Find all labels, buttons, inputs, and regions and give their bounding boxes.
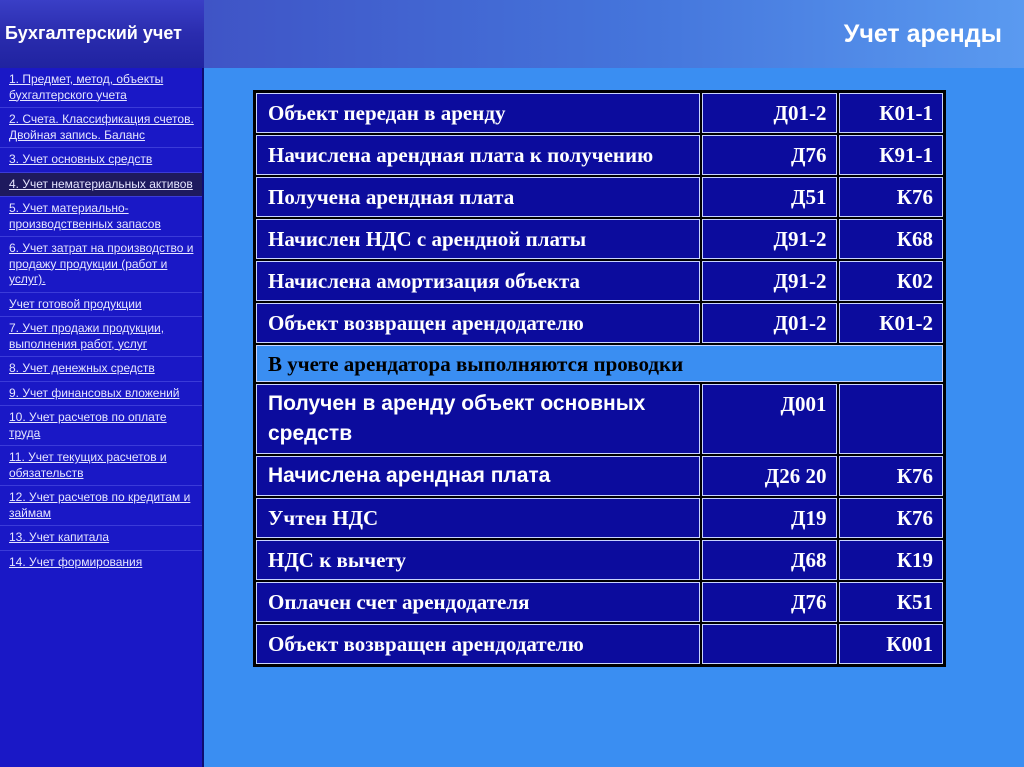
table-row	[255, 455, 945, 497]
lease-entries-table	[253, 90, 943, 667]
debit-account	[701, 623, 838, 666]
credit-account: К01-1	[838, 92, 945, 135]
entry-description: Объект возвращен арендодателю	[255, 302, 701, 344]
credit-account: К19	[838, 539, 945, 581]
sidebar-item-loans[interactable]: 12. Учет расчетов по кредитам и займам	[0, 485, 202, 525]
entry-description: Получена арендная плата	[255, 176, 701, 218]
credit-account: К91-1	[838, 134, 945, 176]
sidebar-item-sales[interactable]: 7. Учет продажи продукции, выполнения работ, услуг	[0, 316, 202, 356]
entry-description: Оплачен счет арендодателя	[255, 581, 701, 623]
entry-description: Получен в аренду объект основных средств	[255, 383, 701, 455]
sidebar-nav	[0, 68, 204, 767]
table-row	[255, 218, 945, 260]
sidebar-item-capital[interactable]: 13. Учет капитала	[0, 525, 202, 550]
debit-account: Д51	[701, 176, 838, 218]
entry-description: НДС к вычету	[255, 539, 701, 581]
credit-account: К76	[838, 455, 945, 497]
sidebar-item-inventories[interactable]: 5. Учет материально-производственных запасов	[0, 196, 202, 236]
section-header-row	[255, 344, 945, 383]
table-row	[255, 134, 945, 176]
sidebar-item-intangible-assets[interactable]: 4. Учет нематериальных активов	[0, 172, 202, 197]
debit-account: Д76	[701, 581, 838, 623]
debit-account: Д91-2	[701, 260, 838, 302]
debit-account: Д001	[701, 383, 838, 455]
table-row	[255, 92, 945, 135]
credit-account: К68	[838, 218, 945, 260]
entry-description: Начислена амортизация объекта	[255, 260, 701, 302]
credit-account: К01-2	[838, 302, 945, 344]
table-row	[255, 623, 945, 666]
sidebar-item-production-costs[interactable]: 6. Учет затрат на производство и продажу продукции (работ и услуг).	[0, 236, 202, 292]
sidebar-item-finished-goods[interactable]: Учет готовой продукции	[0, 292, 202, 317]
table-row	[255, 383, 945, 455]
sidebar-title: Бухгалтерский учет	[0, 0, 204, 68]
credit-account: К001	[838, 623, 945, 666]
table-row	[255, 260, 945, 302]
sidebar-item-subject-method[interactable]: 1. Предмет, метод, объекты бухгалтерского учета	[9, 72, 164, 102]
sidebar-item-fixed-assets[interactable]: 3. Учет основных средств	[0, 147, 202, 172]
debit-account: Д91-2	[701, 218, 838, 260]
debit-account: Д19	[701, 497, 838, 539]
credit-account	[838, 383, 945, 455]
credit-account: К76	[838, 176, 945, 218]
sidebar-item-payroll[interactable]: 10. Учет расчетов по оплате труда	[0, 405, 202, 445]
sidebar-item-current-settlements[interactable]: 11. Учет текущих расчетов и обязательств	[0, 445, 202, 485]
entry-description: Учтен НДС	[255, 497, 701, 539]
page-title: Учет аренды	[843, 20, 1002, 48]
table-row	[255, 581, 945, 623]
entry-description: Начислена арендная плата	[255, 455, 701, 497]
entry-description: Объект передан в аренду	[255, 92, 701, 135]
header-bar	[204, 0, 1024, 68]
section-title: В учете арендатора выполняются проводки	[255, 344, 945, 383]
debit-account: Д01-2	[701, 92, 838, 135]
credit-account: К51	[838, 581, 945, 623]
sidebar-item-formation[interactable]: 14. Учет формирования	[0, 550, 202, 575]
debit-account: Д01-2	[701, 302, 838, 344]
table-row	[255, 302, 945, 344]
table-row	[255, 539, 945, 581]
debit-account: Д68	[701, 539, 838, 581]
sidebar-item-accounts[interactable]: 2. Счета. Классификация счетов. Двойная запись. Баланс	[0, 107, 202, 147]
debit-account: Д26 20	[701, 455, 838, 497]
credit-account: К02	[838, 260, 945, 302]
sidebar-item-financial-investments[interactable]: 9. Учет финансовых вложений	[0, 381, 202, 406]
sidebar-item-cash[interactable]: 8. Учет денежных средств	[0, 356, 202, 381]
debit-account: Д76	[701, 134, 838, 176]
entry-description: Объект возвращен арендодателю	[255, 623, 701, 666]
table-row	[255, 497, 945, 539]
entry-description: Начислен НДС с арендной платы	[255, 218, 701, 260]
credit-account: К76	[838, 497, 945, 539]
table-row	[255, 176, 945, 218]
entry-description: Начислена арендная плата к получению	[255, 134, 701, 176]
